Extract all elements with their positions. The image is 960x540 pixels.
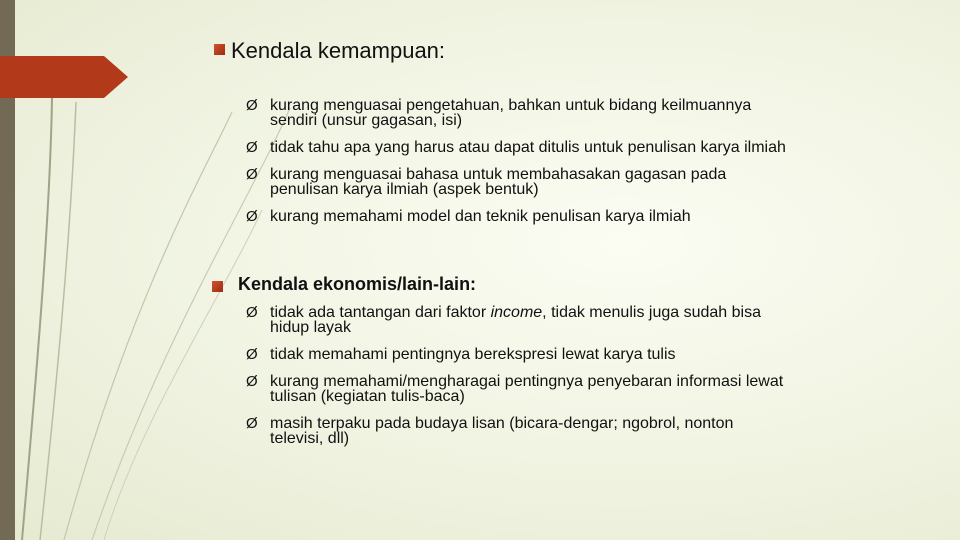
list-item-text: kurang menguasai bahasa untuk membahasakan gagasan pada penulisan karya ilmiah (aspek bentuk) (270, 166, 727, 198)
arrow-bullet-icon: Ø (246, 139, 258, 156)
section-bullet-icon (212, 281, 223, 292)
list-item (246, 374, 786, 404)
list-item-text: kurang menguasai pengetahuan, bahkan untuk bidang keilmuannya sendiri (unsur gagasan, isi) (270, 97, 752, 129)
section-bullet-icon (214, 44, 225, 55)
arrow-accent-shape (0, 56, 128, 98)
list-item (246, 167, 786, 197)
arrow-bullet-icon: Ø (246, 97, 258, 114)
arrow-bullet-icon: Ø (246, 346, 258, 363)
list-item (246, 98, 786, 128)
list-item-text: tidak tahu apa yang harus atau dapat ditulis untuk penulisan karya ilmiah (270, 139, 786, 156)
list-item (246, 209, 786, 224)
list-item-text-italic: income (490, 304, 543, 321)
list-ekonomis (246, 305, 786, 458)
list-item (246, 416, 786, 446)
arrow-bullet-icon: Ø (246, 166, 258, 183)
list-kemampuan (246, 98, 786, 236)
arrow-bullet-icon: Ø (246, 304, 258, 321)
list-item-text: tidak memahami pentingnya berekspresi lewat karya tulis (270, 346, 676, 363)
list-item (246, 347, 786, 362)
list-item-text-before: tidak ada tantangan dari faktor (270, 304, 491, 321)
list-item-text: masih terpaku pada budaya lisan (bicara-dengar; ngobrol, nonton televisi, dll) (270, 415, 734, 447)
arrow-bullet-icon: Ø (246, 415, 258, 432)
arrow-bullet-icon: Ø (246, 373, 258, 390)
list-item (246, 305, 786, 335)
section-heading-kemampuan: Kendala kemampuan: (231, 38, 446, 63)
list-item-text: kurang memahami model dan teknik penulisan karya ilmiah (270, 208, 691, 225)
list-item-text: kurang memahami/mengharagai pentingnya penyebaran informasi lewat tulisan (kegiatan tulis-baca) (270, 373, 784, 405)
section-heading-ekonomis: Kendala ekonomis/lain-lain: (238, 274, 477, 294)
list-item-text-after: , tidak menulis juga sudah bisa hidup layak (270, 304, 761, 336)
arrow-bullet-icon: Ø (246, 208, 258, 225)
list-item (246, 140, 786, 155)
